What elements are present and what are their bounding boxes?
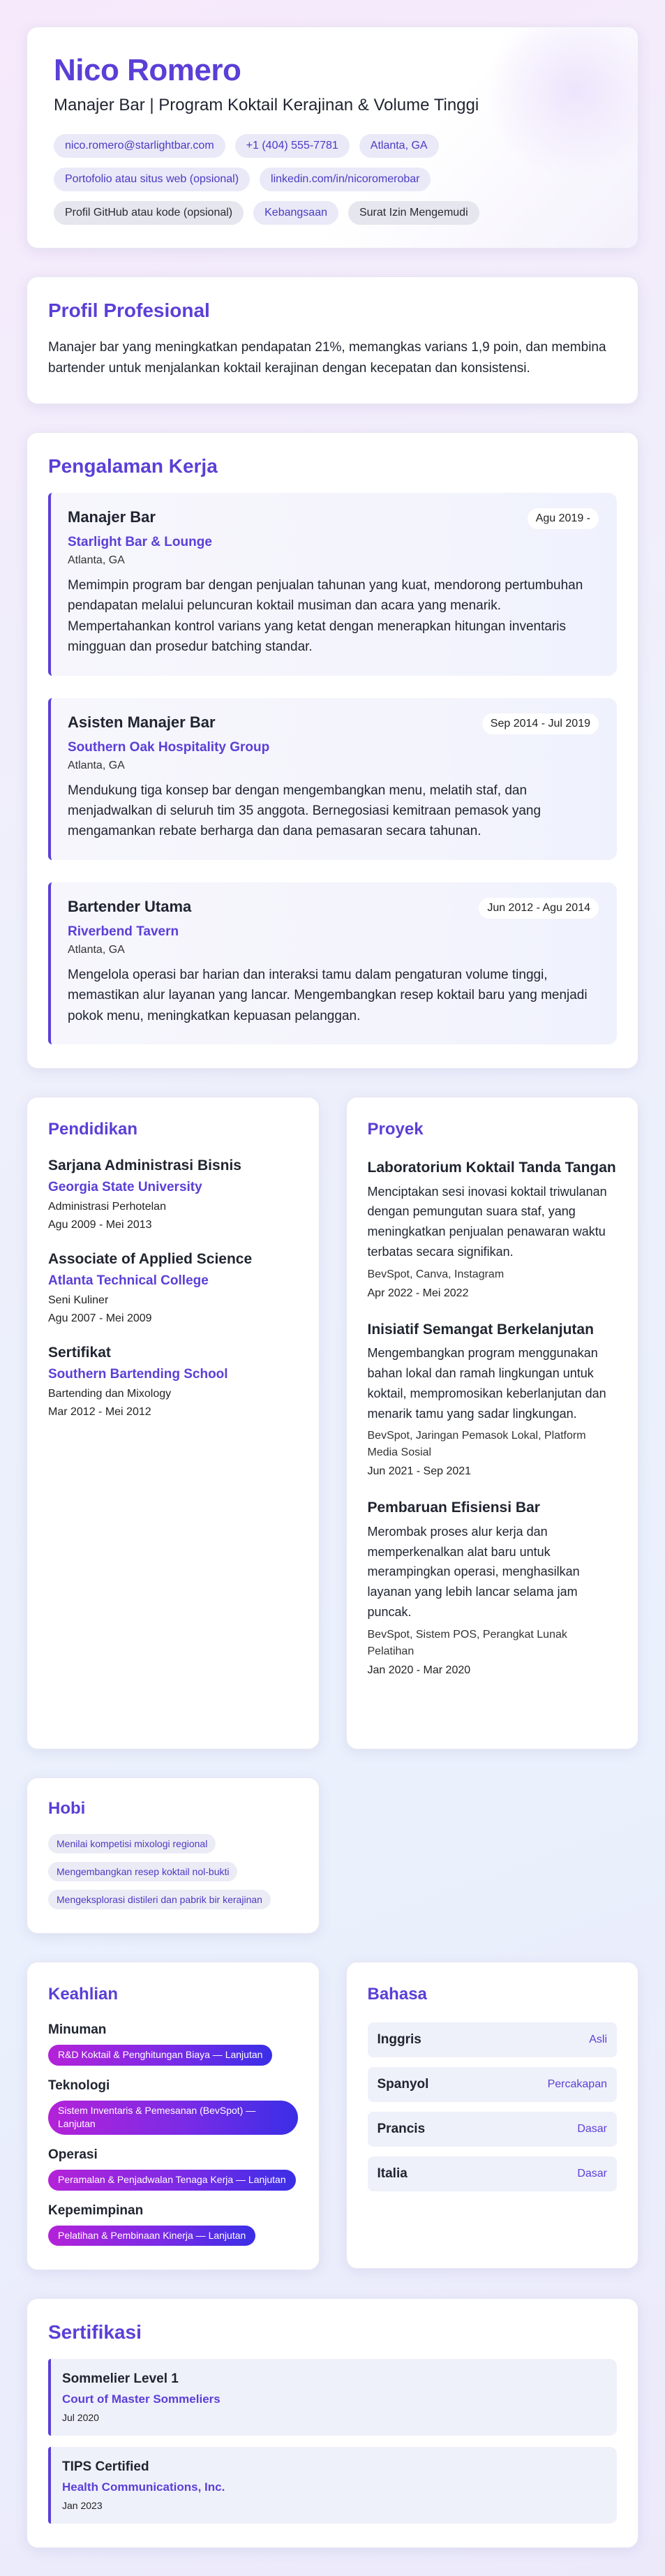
skills-languages-row	[27, 1962, 638, 2270]
skill-category: Minuman	[48, 2022, 107, 2038]
job-description: Memimpin program bar dengan penjualan tahunan yang kuat, mendorong pertumbuhan pendapatan melalui peluncuran koktail musiman dan acara yang menarik. Mempertahankan kontrol varians yang ketat dengan menerapkan hitungan inventaris mingguan dan prosedur batching standar.	[68, 577, 583, 655]
project-date: Jun 2021 - Sep 2021	[367, 1465, 472, 1478]
project-tools: BevSpot, Canva, Instagram	[367, 1268, 505, 1280]
project-name: Inisiatif Semangat Berkelanjutan	[367, 1321, 594, 1338]
project-date: Jan 2020 - Mar 2020	[367, 1664, 471, 1676]
contact-portfolio[interactable]: Portofolio atau situs web (opsional)	[54, 168, 250, 191]
certification-entry	[48, 2447, 617, 2524]
education-field: Administrasi Perhotelan	[48, 1201, 166, 1213]
language-level: Dasar	[577, 2123, 607, 2135]
job-date: Sep 2014 - Jul 2019	[482, 713, 599, 734]
hobbies-section	[27, 1777, 320, 1934]
job-location: Atlanta, GA	[68, 759, 125, 771]
job-role: Bartender Utama	[68, 897, 192, 915]
section-title: Sertifikasi	[48, 2321, 142, 2344]
job-role: Manajer Bar	[68, 508, 156, 526]
skill-group	[48, 2078, 298, 2135]
project-date: Apr 2022 - Mei 2022	[367, 1287, 469, 1299]
education-degree: Sertifikat	[48, 1345, 111, 1361]
hobby-item: Mengembangkan resep koktail nol-bukti	[48, 1862, 237, 1881]
job-entry	[48, 698, 617, 860]
skill-category: Operasi	[48, 2147, 98, 2162]
project-tools: BevSpot, Jaringan Pemasok Lokal, Platform Media Sosial	[367, 1430, 586, 1459]
section-title: Bahasa	[367, 1985, 427, 2004]
skill-group	[48, 2203, 298, 2246]
education-entry	[48, 1157, 298, 1231]
job-list	[48, 493, 617, 1044]
language-row	[368, 2156, 618, 2191]
education-degree: Associate of Applied Science	[48, 1251, 253, 1268]
language-row	[368, 2112, 618, 2147]
education-section	[27, 1097, 320, 1749]
resume-header	[27, 27, 638, 249]
language-level: Dasar	[577, 2168, 607, 2180]
skill-category: Teknologi	[48, 2078, 110, 2093]
education-field: Seni Kuliner	[48, 1294, 109, 1307]
certification-name: Sommelier Level 1	[62, 2371, 179, 2387]
projects-section	[346, 1097, 639, 1749]
project-entry	[368, 1319, 618, 1479]
education-projects-row	[27, 1097, 638, 1749]
section-title: Keahlian	[48, 1985, 119, 2004]
job-description: Mengelola operasi bar harian dan interaksi tamu dalam pengaturan volume tinggi, memastikan alur layanan yang lancar. Mengembangkan resep koktail baru yang menjadi pokok menu, meningkatkan kepuasan pelanggan.	[68, 967, 588, 1023]
job-location: Atlanta, GA	[68, 943, 125, 956]
education-field: Bartending dan Mixology	[48, 1388, 172, 1400]
certification-org: Health Communications, Inc.	[62, 2480, 225, 2494]
education-date: Agu 2009 - Mei 2013	[48, 1219, 152, 1231]
hobby-item: Mengeksplorasi distileri dan pabrik bir kerajinan	[48, 1890, 271, 1909]
language-name: Inggris	[377, 2032, 421, 2048]
section-title: Profil Profesional	[48, 299, 210, 321]
certification-date: Jul 2020	[62, 2412, 99, 2424]
education-entry	[48, 1251, 298, 1325]
project-description: Merombak proses alur kerja dan memperkenalkan alat baru untuk merampingkan operasi, menghasilkan layanan yang lebih lancar selama jam puncak.	[367, 1524, 580, 1620]
job-company: Riverbend Tavern	[68, 924, 179, 939]
education-school: Southern Bartending School	[48, 1367, 228, 1382]
language-name: Italia	[377, 2166, 408, 2182]
contact-nationality: Kebangsaan	[253, 201, 338, 225]
certifications-section	[27, 2298, 638, 2548]
job-date: Agu 2019 -	[528, 508, 599, 529]
education-school: Georgia State University	[48, 1180, 202, 1195]
skill-pill: Pelatihan & Pembinaan Kinerja — Lanjutan	[48, 2226, 255, 2246]
skill-category: Kepemimpinan	[48, 2203, 144, 2218]
language-level: Asli	[589, 2034, 607, 2046]
project-tools: BevSpot, Sistem POS, Perangkat Lunak Pelatihan	[367, 1628, 567, 1657]
contact-location: Atlanta, GA	[359, 134, 439, 158]
project-entry	[368, 1497, 618, 1676]
project-name: Pembaruan Efisiensi Bar	[367, 1500, 540, 1516]
hobby-item: Menilai kompetisi mixologi regional	[48, 1834, 216, 1853]
language-name: Spanyol	[377, 2077, 429, 2092]
job-company: Southern Oak Hospitality Group	[68, 739, 270, 755]
contact-linkedin[interactable]: linkedin.com/in/nicoromerobar	[260, 168, 431, 191]
education-date: Mar 2012 - Mei 2012	[48, 1406, 151, 1419]
certification-name: TIPS Certified	[62, 2459, 149, 2475]
contact-chips	[54, 134, 584, 225]
contact-github[interactable]: Profil GitHub atau kode (opsional)	[54, 201, 244, 225]
experience-section	[27, 432, 638, 1069]
contact-email[interactable]: nico.romero@starlightbar.com	[54, 134, 225, 158]
education-degree: Sarjana Administrasi Bisnis	[48, 1157, 241, 1174]
contact-driving-license: Surat Izin Mengemudi	[348, 201, 479, 225]
job-entry	[48, 882, 617, 1044]
skill-pill: R&D Koktail & Penghitungan Biaya — Lanjutan	[48, 2045, 272, 2066]
skill-pill: Sistem Inventaris & Pemesanan (BevSpot) — Lanjutan	[48, 2101, 298, 2135]
project-description: Menciptakan sesi inovasi koktail triwulanan dengan pemungutan suara staf, yang meningkatkan penjualan penawaran waktu terbatas secara signifikan.	[367, 1184, 607, 1259]
section-title: Pengalaman Kerja	[48, 454, 218, 477]
job-description: Mendukung tiga konsep bar dengan mengembangkan menu, melatih staf, dan menjadwalkan di seluruh tim 35 anggota. Bernegosiasi kemitraan pemasok yang mengamankan rebate berharga dan dana pemasaran secara tahunan.	[68, 783, 541, 839]
education-entry	[48, 1345, 298, 1419]
education-school: Atlanta Technical College	[48, 1273, 209, 1289]
skill-group	[48, 2147, 298, 2191]
section-title: Pendidikan	[48, 1120, 138, 1139]
certification-org: Court of Master Sommeliers	[62, 2392, 221, 2406]
language-level: Percakapan	[547, 2078, 607, 2091]
job-role: Asisten Manajer Bar	[68, 713, 216, 731]
languages-section	[346, 1962, 639, 2269]
certification-date: Jan 2023	[62, 2500, 103, 2512]
skills-section	[27, 1962, 320, 2270]
job-company: Starlight Bar & Lounge	[68, 534, 212, 549]
candidate-title: Manajer Bar | Program Koktail Kerajinan & Volume Tinggi	[54, 96, 479, 115]
job-entry	[48, 493, 617, 676]
education-date: Agu 2007 - Mei 2009	[48, 1312, 152, 1325]
skill-pill: Peramalan & Penjadwalan Tenaga Kerja — Lanjutan	[48, 2170, 296, 2191]
job-date: Jun 2012 - Agu 2014	[479, 898, 599, 919]
language-row	[368, 2067, 618, 2102]
project-entry	[368, 1157, 618, 1300]
language-name: Prancis	[377, 2122, 426, 2137]
project-description: Mengembangkan program menggunakan bahan lokal dan ramah lingkungan untuk koktail, mempromosikan keberlanjutan dan menarik tamu yang sadar lingkungan.	[367, 1346, 606, 1421]
skill-group	[48, 2022, 298, 2066]
section-title: Proyek	[367, 1120, 424, 1139]
profile-section	[27, 276, 638, 404]
project-name: Laboratorium Koktail Tanda Tangan	[367, 1160, 616, 1176]
language-row	[368, 2022, 618, 2057]
section-title: Hobi	[48, 1799, 86, 1819]
hobby-list	[48, 1834, 298, 1909]
job-location: Atlanta, GA	[68, 554, 125, 566]
profile-summary: Manajer bar yang meningkatkan pendapatan 21%, memangkas varians 1,9 poin, dan membina bartender untuk menjalankan koktail kerajinan dengan kecepatan dan konsistensi.	[48, 340, 606, 376]
certification-entry	[48, 2359, 617, 2436]
candidate-name: Nico Romero	[54, 53, 241, 87]
contact-phone[interactable]: +1 (404) 555-7781	[235, 134, 350, 158]
certification-list	[48, 2359, 617, 2524]
